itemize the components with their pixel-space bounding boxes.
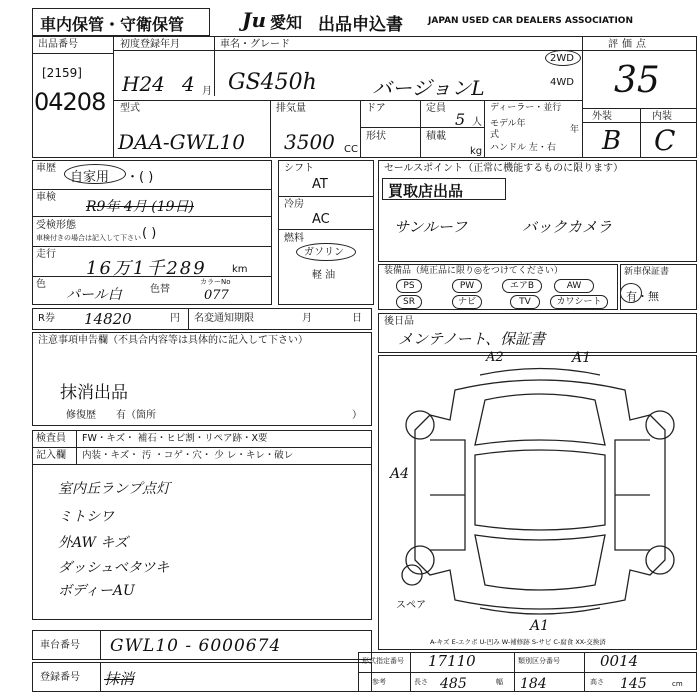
class-label: 類別区分番号 bbox=[518, 657, 560, 665]
divider bbox=[113, 36, 114, 158]
divider bbox=[582, 36, 583, 158]
color-change-label: 色替 bbox=[150, 284, 170, 295]
damage-mark-a4: A4 bbox=[390, 466, 410, 482]
equip-sr: SR bbox=[396, 295, 422, 309]
seq-number: [2159] bbox=[42, 66, 82, 80]
top-left-title: 車内保管・守衛保管 bbox=[40, 15, 185, 34]
form-title: 出品申込書 bbox=[318, 15, 403, 35]
seats-unit: 人 bbox=[472, 117, 482, 128]
yen-unit: 円 bbox=[170, 313, 180, 324]
inspector-row-2: 内装・キズ・ 汚 ・コゲ・穴・ 少 レ・キレ・破レ bbox=[82, 450, 294, 461]
divider bbox=[32, 216, 272, 217]
drive-2wd: 2WD bbox=[550, 53, 574, 64]
name-change-month: 月 bbox=[302, 313, 312, 324]
fuel-alt: 軽 油 bbox=[312, 270, 336, 281]
divider bbox=[420, 100, 421, 158]
displacement-label: 排気量 bbox=[276, 103, 306, 114]
car-grade-value: バージョンL bbox=[372, 76, 485, 100]
ac-label: 冷房 bbox=[284, 199, 304, 210]
color-code-label: カラーNo bbox=[200, 278, 231, 286]
divider bbox=[278, 229, 374, 230]
divider bbox=[270, 100, 271, 158]
interior-label: 内装 bbox=[652, 111, 672, 122]
equip-tv: TV bbox=[510, 295, 540, 309]
recycle-value: 14820 bbox=[84, 310, 132, 328]
equip-leather-seat: カワシート bbox=[550, 295, 608, 309]
width-value: 184 bbox=[520, 676, 547, 692]
notes-label: 注意事項申告欄（不具合内容等は具体的に記入して下さい） bbox=[38, 335, 308, 346]
shape-label: 形状 bbox=[366, 131, 386, 142]
mileage-value: 16万1千289 bbox=[86, 258, 207, 279]
aftercare-value: メンテノート、保証書 bbox=[398, 330, 546, 348]
damage-mark-a2: A2 bbox=[486, 350, 504, 365]
model-no-value: 17110 bbox=[428, 652, 476, 670]
class-value: 0014 bbox=[600, 652, 639, 670]
warranty-circle bbox=[620, 283, 642, 303]
displacement-value: 3500 bbox=[284, 130, 335, 154]
damage-mark-a1-front: A1 bbox=[572, 350, 592, 366]
divider bbox=[360, 127, 484, 128]
divider bbox=[410, 652, 411, 692]
first-reg-label: 初度登録年月 bbox=[120, 39, 180, 50]
inspector-line-5: ボディーAU bbox=[58, 583, 135, 599]
certificate-paren: ( ) bbox=[142, 226, 157, 241]
divider bbox=[32, 464, 372, 465]
ac-value: AC bbox=[312, 212, 330, 227]
damage-legend: A-キズ E-エクボ U-凹み W-補修跡 S-サビ C-腐食 XX-交換済 bbox=[430, 638, 606, 646]
handle-label: ハンドル 左・右 bbox=[490, 143, 556, 153]
selling-point-2: バックカメラ bbox=[522, 218, 613, 236]
divider bbox=[582, 122, 697, 123]
divider bbox=[584, 652, 585, 692]
inspector-line-3: 外AW キズ bbox=[58, 535, 129, 551]
height-value: 145 bbox=[620, 676, 647, 692]
color-code-value: 077 bbox=[204, 288, 229, 303]
divider bbox=[32, 53, 113, 54]
inspector-line-1: 室内丘ランプ点灯 bbox=[58, 481, 170, 497]
inspector-label-2: 記入欄 bbox=[36, 450, 66, 461]
name-change-label: 名変通知期限 bbox=[194, 313, 254, 324]
inspection-value: R9年 4月 (19日) bbox=[86, 199, 194, 215]
equip-airbag: エアB bbox=[502, 279, 542, 293]
equip-navi: ナビ bbox=[452, 295, 482, 309]
repair-label: 修復歴 bbox=[66, 410, 96, 421]
seats-label: 定員 bbox=[426, 103, 446, 114]
mileage-label: 走行 bbox=[36, 249, 56, 260]
length-value: 485 bbox=[440, 676, 467, 692]
chassis-value: GWL10 - 6000674 bbox=[110, 636, 282, 656]
equipment-label: 装備品（純正品に限り◎をつけてください） bbox=[384, 266, 563, 276]
damage-mark-a1-rear: A1 bbox=[530, 618, 550, 634]
drive-4wd: 4WD bbox=[550, 77, 574, 88]
shift-value: AT bbox=[312, 177, 328, 192]
repair-value: 有（箇所 bbox=[116, 410, 156, 421]
divider bbox=[32, 447, 372, 448]
eval-label: 評価点 bbox=[608, 39, 650, 50]
inspector-line-4: ダッシュベタツキ bbox=[58, 560, 170, 576]
name-change-day: 日 bbox=[352, 313, 362, 324]
exterior-label: 外装 bbox=[592, 111, 612, 122]
kg-unit: kg bbox=[470, 146, 483, 157]
exterior-grade: B bbox=[602, 126, 622, 156]
warranty-value: 有・無 bbox=[626, 290, 659, 303]
certificate-note: 車検付きの場合は記入して下さい bbox=[36, 234, 141, 242]
model-no-label: 形式指定番号 bbox=[362, 657, 404, 665]
color-label: 色 bbox=[36, 279, 46, 290]
km-unit: km bbox=[232, 264, 248, 275]
divider bbox=[640, 108, 641, 158]
ju-logo: Ju bbox=[242, 8, 267, 32]
model-year-label: モデル年式 bbox=[490, 119, 526, 140]
divider bbox=[214, 36, 215, 96]
length-label: 長さ bbox=[414, 678, 428, 686]
plate-label: 登録番号 bbox=[40, 672, 80, 683]
recycle-label: R券 bbox=[38, 313, 55, 324]
lot-label: 出品番号 bbox=[38, 39, 78, 50]
interior-grade: C bbox=[654, 124, 676, 157]
divider bbox=[484, 100, 485, 158]
month-unit: 月 bbox=[202, 86, 212, 97]
history-label: 車歴 bbox=[36, 163, 56, 174]
equip-ps: PS bbox=[396, 279, 422, 293]
inspector-row-1: FW・キズ・ 補石・ヒビ割・リペア跡・X要 bbox=[82, 433, 268, 444]
divider bbox=[32, 246, 272, 247]
divider bbox=[278, 196, 374, 197]
equip-aw: AW bbox=[554, 279, 594, 293]
plate-value: 抹消 bbox=[104, 670, 135, 688]
inspection-label: 車検 bbox=[36, 192, 56, 203]
selling-point-1: サンルーフ bbox=[394, 218, 468, 236]
ref-label: 参考 bbox=[372, 678, 386, 686]
english-title: JAPAN USED CAR DEALERS ASSOCIATION bbox=[428, 16, 633, 26]
selling-points-box bbox=[378, 160, 697, 262]
history-paren: ・( ) bbox=[126, 170, 154, 185]
divider bbox=[582, 108, 697, 109]
color-value: パール白 bbox=[66, 287, 122, 303]
equip-pw: PW bbox=[452, 279, 482, 293]
aftercare-label: 後日品 bbox=[384, 316, 414, 327]
inspector-line-2: ミトシワ bbox=[58, 509, 114, 525]
divider bbox=[100, 662, 101, 692]
divider bbox=[113, 100, 582, 101]
width-label: 幅 bbox=[496, 678, 503, 686]
chassis-label: 車台番号 bbox=[40, 640, 80, 651]
height-label: 高さ bbox=[590, 678, 604, 686]
car-name-value: GS450h bbox=[228, 70, 317, 95]
first-reg-year: H24 bbox=[122, 72, 165, 96]
divider bbox=[113, 50, 582, 51]
plate-box bbox=[32, 662, 372, 692]
inspector-label-1: 検査員 bbox=[36, 433, 66, 444]
divider bbox=[76, 430, 77, 464]
cm-unit: cm bbox=[672, 680, 683, 688]
shift-label: シフト bbox=[284, 163, 314, 174]
notes-value: 抹消出品 bbox=[60, 383, 128, 403]
dealer-label: ディーラー・並行 bbox=[490, 103, 562, 113]
org-name: 愛知 bbox=[270, 13, 303, 32]
repair-close: ） bbox=[352, 410, 362, 421]
divider bbox=[100, 630, 101, 660]
purchase-label: 買取店出品 bbox=[388, 182, 464, 200]
history-value: 自家用 bbox=[70, 170, 110, 185]
load-label: 積載 bbox=[426, 131, 446, 142]
fuel-value: ガソリン bbox=[304, 247, 344, 258]
door-label: ドア bbox=[366, 103, 386, 114]
spare-label: スペア bbox=[396, 600, 426, 611]
car-diagram bbox=[380, 360, 696, 620]
cc-unit: CC bbox=[344, 144, 358, 155]
divider bbox=[360, 100, 361, 158]
divider bbox=[514, 652, 515, 692]
certificate-label: 受検形態 bbox=[36, 220, 76, 231]
eval-score: 35 bbox=[614, 60, 660, 101]
seats-value: 5 bbox=[455, 110, 466, 129]
lot-number: 04208 bbox=[34, 88, 106, 116]
divider bbox=[582, 50, 697, 51]
divider bbox=[188, 308, 189, 330]
divider bbox=[358, 672, 697, 673]
warranty-label: 新車保証書 bbox=[624, 267, 670, 277]
model-label: 型式 bbox=[120, 103, 140, 114]
first-reg-month: 4 bbox=[182, 72, 195, 96]
divider bbox=[32, 189, 272, 190]
fuel-label: 燃料 bbox=[284, 233, 304, 244]
car-name-label: 車名・グレード bbox=[220, 39, 290, 50]
model-value: DAA-GWL10 bbox=[118, 130, 245, 154]
selling-points-label: セールスポイント（正常に機能するものに限ります） bbox=[384, 163, 624, 174]
year-unit: 年 bbox=[570, 125, 580, 135]
